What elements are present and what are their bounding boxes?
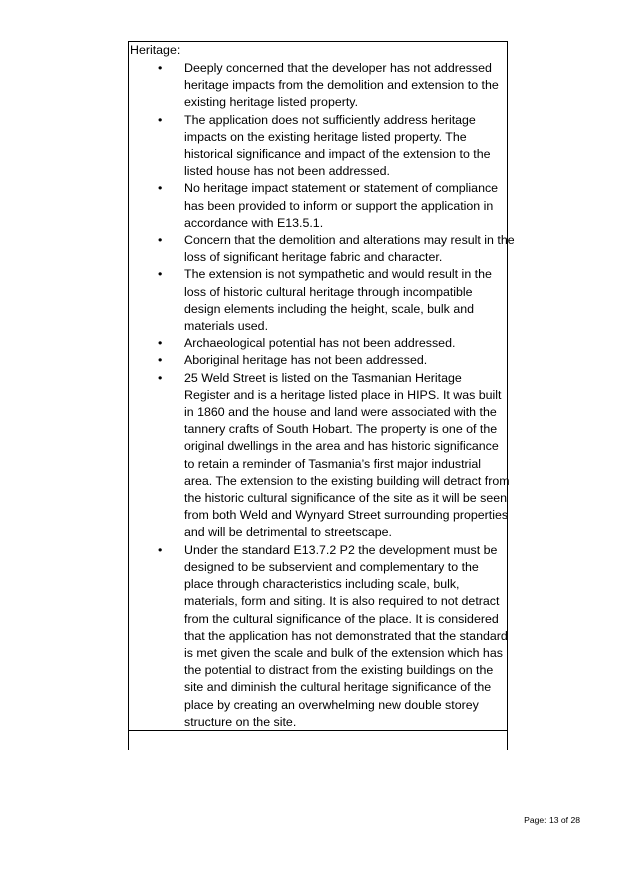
bullet-item bbox=[130, 370, 508, 542]
bullet-text-line: in 1860 and the house and land were associated with the bbox=[184, 405, 497, 420]
bullet-text-line: design elements including the height, scale, bulk and bbox=[184, 301, 474, 316]
bullet-dot-icon: • bbox=[158, 542, 163, 557]
bullet-dot-icon: • bbox=[158, 233, 163, 248]
bullet-text-line: is met given the scale and bulk of the extension which has bbox=[184, 645, 503, 660]
bullet-item bbox=[130, 542, 508, 731]
bullet-text-line: tannery crafts of South Hobart. The property is one of the bbox=[184, 422, 498, 437]
bullet-item bbox=[130, 112, 508, 181]
bullet-text-line: and will be detrimental to streetscape. bbox=[184, 525, 392, 540]
bullet-text-line: accordance with E13.5.1. bbox=[184, 215, 324, 230]
bullet-dot-icon: • bbox=[158, 353, 163, 368]
bullet-text-line: Register and is a heritage listed place in HIPS. It was built bbox=[184, 387, 502, 402]
bullet-item bbox=[130, 266, 508, 335]
bullet-text-line: No heritage impact statement or statement of compliance bbox=[184, 181, 499, 196]
bullet-dot-icon: • bbox=[158, 370, 163, 385]
bullet-text-line: loss of significant heritage fabric and character. bbox=[184, 250, 443, 265]
bullet-dot-icon: • bbox=[158, 61, 163, 75]
bullet-item bbox=[130, 180, 508, 232]
bullet-text-line: from the cultural significance of the place. It is considered bbox=[184, 611, 499, 626]
bullet-text-line: existing heritage listed property. bbox=[184, 95, 359, 110]
bullet-text-line: designed to be subservient and complementary to the bbox=[184, 559, 479, 574]
bullet-text-line: place by creating an overwhelming new double storey bbox=[184, 697, 479, 712]
bullet-text-line: Concern that the demolition and alterations may result in the bbox=[184, 233, 515, 248]
heritage-bullet-list bbox=[130, 60, 515, 731]
bullet-text-line: the potential to distract from the existing buildings on the bbox=[184, 663, 494, 678]
bullet-dot-icon: • bbox=[158, 267, 163, 282]
bullet-text-line: has been provided to inform or support the application in bbox=[184, 198, 494, 213]
bullet-text-line: heritage impacts from the demolition and extension to the bbox=[184, 78, 499, 93]
bullet-text-line: 25 Weld Street is listed on the Tasmanian Heritage bbox=[184, 370, 462, 385]
bullet-text-line: listed house has not been addressed. bbox=[184, 164, 390, 179]
bullet-text-line: Under the standard E13.7.2 P2 the development must be bbox=[184, 542, 498, 557]
bullet-text-line: Archaeological potential has not been addressed. bbox=[184, 336, 456, 351]
bullet-text-line: that the application has not demonstrated that the standard bbox=[184, 628, 508, 643]
bullet-text-line: to retain a reminder of Tasmania’s first major industrial bbox=[184, 456, 482, 471]
page-number: Page: 13 of 28 bbox=[524, 815, 580, 825]
bullet-text-line: area. The extension to the existing building will detract from bbox=[184, 473, 510, 488]
bullet-dot-icon: • bbox=[158, 336, 163, 351]
bullet-text-line: from both Weld and Wynyard Street surrounding properties bbox=[184, 508, 509, 523]
bullet-text-line: The extension is not sympathetic and would result in the bbox=[184, 267, 492, 282]
bullet-text-line: site and diminish the cultural heritage significance of the bbox=[184, 680, 492, 695]
bullet-text-line: The application does not sufficiently address heritage bbox=[184, 112, 476, 127]
bullet-text-line: historical significance and impact of the extension to the bbox=[184, 147, 491, 162]
bullet-text-line: the historic cultural significance of the site as it will be seen bbox=[184, 491, 508, 506]
bullet-text-line: impacts on the existing heritage listed property. The bbox=[184, 129, 467, 144]
bullet-text-line: materials, form and siting. It is also required to not detract bbox=[184, 594, 500, 609]
bullet-text-line: loss of historic cultural heritage through incompatible bbox=[184, 284, 473, 299]
bullet-text-line: structure on the site. bbox=[184, 714, 297, 729]
bullet-item bbox=[130, 232, 515, 266]
section-heading: Heritage: bbox=[130, 43, 181, 57]
bullet-item bbox=[130, 335, 508, 352]
bullet-text-line: Aboriginal heritage has not been addressed. bbox=[184, 353, 428, 368]
bullet-item bbox=[130, 60, 508, 112]
bullet-text-line: place through characteristics including scale, bulk, bbox=[184, 577, 460, 592]
bullet-dot-icon: • bbox=[158, 181, 163, 196]
bullet-text-line: Deeply concerned that the developer has not addressed bbox=[184, 61, 492, 75]
table-next-row bbox=[128, 730, 508, 750]
bullet-text-line: original dwellings in the area and has historic significance bbox=[184, 439, 499, 454]
bullet-dot-icon: • bbox=[158, 112, 163, 127]
bullet-text-line: materials used. bbox=[184, 319, 269, 334]
bullet-item bbox=[130, 352, 508, 369]
